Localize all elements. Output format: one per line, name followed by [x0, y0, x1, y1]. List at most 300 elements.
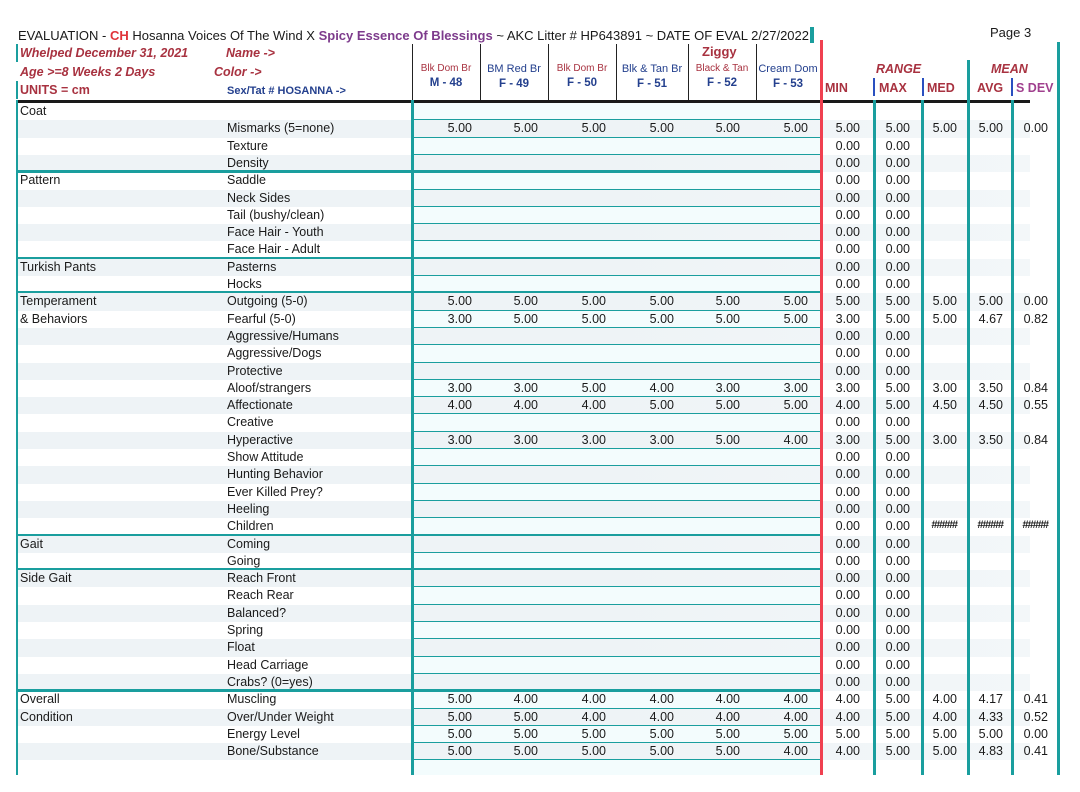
avg-cell: 4.50 — [978, 398, 1003, 413]
stat-col-line-3 — [967, 60, 970, 775]
score-cell[interactable]: 5.00 — [447, 726, 472, 741]
trait-label: Affectionate — [227, 398, 293, 413]
max-cell: 5.00 — [885, 744, 910, 759]
mean-header: MEAN — [991, 62, 1028, 76]
min-cell: 0.00 — [835, 519, 860, 534]
min-cell: 0.00 — [835, 225, 860, 240]
sdev-divider — [1011, 78, 1013, 96]
score-cell[interactable]: 5.00 — [715, 744, 740, 759]
evaluation-title — [18, 27, 814, 43]
avg-cell: 5.00 — [978, 121, 1003, 136]
trait-label: Hunting Behavior — [227, 467, 323, 482]
dog-header-divider — [756, 44, 757, 101]
dog-column-header — [688, 63, 756, 89]
trait-label: Pasterns — [227, 259, 277, 274]
max-cell: 0.00 — [885, 138, 910, 153]
table-row — [18, 190, 1030, 207]
score-cell[interactable]: 3.00 — [447, 380, 472, 395]
min-cell: 3.00 — [835, 311, 860, 326]
score-cell[interactable]: 5.00 — [581, 121, 606, 136]
stat-col-line-4 — [1011, 100, 1014, 775]
dog-header-divider — [412, 44, 413, 101]
score-cell[interactable]: 5.00 — [447, 294, 472, 309]
trait-label: Reach Rear — [227, 588, 294, 603]
sdev-cell: ##### — [1022, 519, 1048, 532]
row-gridline — [412, 759, 820, 760]
score-cell[interactable]: 5.00 — [715, 432, 740, 447]
min-cell: 0.00 — [835, 623, 860, 637]
score-cell[interactable]: 5.00 — [715, 121, 740, 136]
trait-label: Balanced? — [227, 605, 287, 620]
score-cell[interactable]: 3.00 — [581, 432, 606, 447]
max-cell: 0.00 — [885, 225, 910, 240]
age-label: Age >=8 Weeks 2 Days — [20, 65, 156, 79]
dog-name: Ziggy — [702, 44, 737, 59]
trait-label: Face Hair - Youth — [227, 225, 324, 240]
max-cell: 0.00 — [885, 363, 910, 378]
sdev-cell: 0.00 — [1023, 121, 1048, 136]
max-cell: 5.00 — [885, 380, 910, 395]
trait-label: Crabs? (0=yes) — [227, 674, 313, 689]
score-cell[interactable]: 5.00 — [715, 726, 740, 741]
dog-color: Blk Dom Br — [420, 63, 472, 74]
units-label: UNITS = cm — [20, 83, 90, 97]
trait-label: Ever Killed Prey? — [227, 484, 323, 499]
score-cell[interactable]: 4.00 — [513, 398, 538, 413]
max-cell: 0.00 — [885, 484, 910, 499]
avg-cell: 5.00 — [978, 726, 1003, 741]
trait-label: Texture — [227, 138, 268, 153]
score-cell[interactable]: 4.00 — [649, 380, 674, 395]
sdev-cell: 0.55 — [1023, 398, 1048, 413]
score-cell[interactable]: 3.00 — [715, 380, 740, 395]
left-accent-bar — [16, 44, 18, 62]
sdev-cell: 0.82 — [1023, 311, 1048, 326]
min-cell: 0.00 — [835, 207, 860, 222]
dog-color: Cream Dom — [758, 63, 818, 75]
score-cell[interactable]: 5.00 — [649, 311, 674, 326]
min-cell: 0.00 — [835, 259, 860, 274]
min-cell: 0.00 — [835, 588, 860, 603]
table-row — [18, 743, 1048, 760]
min-cell: 0.00 — [835, 605, 860, 620]
table-row — [18, 397, 1048, 414]
min-cell: 4.00 — [835, 744, 860, 759]
sdev-cell: 0.41 — [1023, 692, 1048, 707]
min-cell: 0.00 — [835, 674, 860, 689]
score-cell[interactable]: 5.00 — [783, 294, 808, 309]
score-cell[interactable]: 4.00 — [783, 692, 808, 707]
score-cell[interactable]: 5.00 — [649, 726, 674, 741]
min-cell: 0.00 — [835, 277, 860, 291]
color-label: Color -> — [214, 65, 262, 79]
table-row — [18, 328, 1030, 345]
min-cell: 0.00 — [835, 190, 860, 205]
med-cell: 3.00 — [932, 380, 957, 395]
dog-header-divider — [616, 44, 617, 101]
med-cell: ##### — [931, 519, 957, 532]
dog-sex-tattoo: F - 51 — [636, 78, 668, 90]
category-label: Temperament — [20, 294, 97, 309]
min-cell: 3.00 — [835, 380, 860, 395]
page-number: Page 3 — [990, 25, 1032, 40]
score-cell[interactable]: 4.00 — [715, 709, 740, 724]
med-cell: 4.00 — [932, 692, 957, 707]
score-cell[interactable]: 3.00 — [513, 432, 538, 447]
table-row — [18, 484, 1030, 501]
max-cell: 0.00 — [885, 190, 910, 205]
min-cell: 0.00 — [835, 536, 860, 551]
max-cell: 0.00 — [885, 328, 910, 343]
max-cell: 0.00 — [885, 605, 910, 620]
category-label: Turkish Pants — [20, 259, 96, 274]
table-row — [18, 138, 1030, 155]
score-cell[interactable]: 5.00 — [783, 311, 808, 326]
max-cell: 5.00 — [885, 692, 910, 707]
max-cell: 0.00 — [885, 259, 910, 274]
min-cell: 0.00 — [835, 138, 860, 153]
table-row — [18, 691, 1048, 708]
dog-sex-tattoo: F - 50 — [566, 77, 598, 89]
score-cell[interactable]: 5.00 — [783, 726, 808, 741]
max-cell: 0.00 — [885, 571, 910, 586]
max-cell: 5.00 — [885, 311, 910, 326]
score-cell[interactable]: 5.00 — [581, 380, 606, 395]
med-cell: 5.00 — [932, 726, 957, 741]
score-cell[interactable]: 5.00 — [649, 398, 674, 413]
score-cell[interactable]: 4.00 — [581, 692, 606, 707]
dog-sex-tattoo: F - 52 — [706, 77, 738, 89]
max-cell: 0.00 — [885, 346, 910, 361]
score-cell[interactable]: 4.00 — [783, 744, 808, 759]
max-cell: 0.00 — [885, 657, 910, 672]
max-cell: 0.00 — [885, 450, 910, 464]
max-header: MAX — [879, 81, 907, 95]
trait-label: Energy Level — [227, 726, 300, 741]
score-cell[interactable]: 5.00 — [447, 692, 472, 707]
table-row — [18, 536, 1030, 553]
sex-tat-label: Sex/Tat # HOSANNA -> — [227, 85, 346, 97]
score-cell[interactable]: 4.00 — [649, 692, 674, 707]
max-cell: 0.00 — [885, 155, 910, 170]
category-label: Condition — [20, 709, 73, 724]
table-row — [18, 570, 1030, 587]
dog-color: Black & Tan — [695, 63, 749, 74]
min-cell: 0.00 — [835, 363, 860, 378]
category-label: Gait — [20, 536, 43, 551]
max-cell: 0.00 — [885, 588, 910, 603]
sdev-cell: 0.00 — [1023, 294, 1048, 309]
table-row — [18, 311, 1048, 328]
trait-label: Going — [227, 553, 261, 568]
table-row — [18, 587, 1030, 604]
table-row — [18, 449, 1030, 466]
med-header: MED — [927, 81, 955, 95]
trait-label: Aloof/strangers — [227, 380, 312, 395]
trait-label: Hocks — [227, 277, 262, 291]
score-cell[interactable]: 5.00 — [649, 294, 674, 309]
score-cell[interactable]: 5.00 — [783, 121, 808, 136]
dog-column-header — [616, 63, 688, 90]
trait-label: Show Attitude — [227, 450, 304, 464]
trait-label: Mismarks (5=none) — [227, 121, 335, 136]
med-cell: 3.00 — [932, 432, 957, 447]
score-cell[interactable]: 4.00 — [649, 709, 674, 724]
max-cell: 5.00 — [885, 294, 910, 309]
score-cell[interactable]: 4.00 — [513, 692, 538, 707]
score-cell[interactable]: 5.00 — [715, 294, 740, 309]
med-cell: 5.00 — [932, 121, 957, 136]
min-cell: 4.00 — [835, 692, 860, 707]
title-sire: Hosanna Voices Of The Wind X — [128, 28, 319, 43]
dog-header-divider — [688, 44, 689, 101]
stat-col-line-2 — [921, 100, 924, 775]
trait-label: Face Hair - Adult — [227, 242, 321, 257]
min-cell: 5.00 — [835, 121, 860, 136]
trait-label: Muscling — [227, 692, 277, 707]
sdev-cell: 0.41 — [1023, 744, 1048, 759]
med-cell: 5.00 — [932, 311, 957, 326]
avg-cell: 3.50 — [978, 432, 1003, 447]
max-cell: 0.00 — [885, 277, 910, 291]
max-divider — [873, 78, 875, 96]
dog-column-header — [412, 63, 480, 89]
min-cell: 0.00 — [835, 415, 860, 430]
title-dam: Spicy Essence Of Blessings — [318, 28, 493, 43]
max-cell: 5.00 — [885, 398, 910, 413]
score-cell[interactable]: 5.00 — [581, 311, 606, 326]
dog-sex-tattoo: M - 48 — [429, 77, 463, 89]
score-cell[interactable]: 5.00 — [447, 709, 472, 724]
min-cell: 0.00 — [835, 640, 860, 655]
table-row — [18, 259, 1030, 276]
score-cell[interactable]: 5.00 — [783, 398, 808, 413]
score-cell[interactable]: 5.00 — [581, 744, 606, 759]
sdev-cell: 0.84 — [1023, 380, 1048, 395]
score-cell[interactable]: 5.00 — [513, 294, 538, 309]
trait-label: Heeling — [227, 501, 270, 516]
trait-label: Aggressive/Dogs — [227, 346, 322, 361]
score-cell[interactable]: 3.00 — [447, 432, 472, 447]
dog-header-divider — [480, 44, 481, 101]
trait-label: Outgoing (5-0) — [227, 294, 308, 309]
max-cell: 0.00 — [885, 674, 910, 689]
category-label: & Behaviors — [20, 311, 88, 326]
stat-col-line-5 — [1057, 42, 1060, 775]
table-row — [18, 120, 1048, 137]
trait-label: Tail (bushy/clean) — [227, 207, 325, 222]
sdev-cell: 0.52 — [1023, 709, 1048, 724]
min-cell: 0.00 — [835, 346, 860, 361]
max-cell: 0.00 — [885, 415, 910, 430]
score-cell[interactable]: 5.00 — [581, 294, 606, 309]
score-cell[interactable]: 5.00 — [581, 726, 606, 741]
category-label: Overall — [20, 692, 60, 707]
min-header: MIN — [825, 81, 848, 95]
max-cell: 0.00 — [885, 519, 910, 534]
med-cell: 5.00 — [932, 744, 957, 759]
table-row — [18, 103, 1030, 120]
min-cell: 4.00 — [835, 709, 860, 724]
trait-label: Children — [227, 519, 274, 534]
min-cell: 0.00 — [835, 242, 860, 257]
min-separator-red — [820, 40, 823, 775]
med-cell: 4.50 — [932, 398, 957, 413]
whelped-date: Whelped December 31, 2021 — [20, 46, 189, 60]
avg-cell: 4.33 — [978, 709, 1003, 724]
min-cell: 0.00 — [835, 571, 860, 586]
table-row — [18, 293, 1048, 310]
score-cell[interactable]: 5.00 — [447, 121, 472, 136]
max-cell: 0.00 — [885, 467, 910, 482]
min-cell: 0.00 — [835, 467, 860, 482]
trait-label: Coming — [227, 536, 271, 551]
med-cell: 5.00 — [932, 294, 957, 309]
min-cell: 0.00 — [835, 173, 860, 188]
score-cell[interactable]: 4.00 — [783, 709, 808, 724]
avg-cell: 4.83 — [978, 744, 1003, 759]
trait-label: Head Carriage — [227, 657, 309, 672]
scores-left-border — [411, 100, 414, 775]
trait-label: Creative — [227, 415, 274, 430]
med-divider — [922, 78, 924, 96]
max-cell: 5.00 — [885, 726, 910, 741]
score-cell[interactable]: 4.00 — [581, 398, 606, 413]
table-row — [18, 501, 1030, 518]
score-cell[interactable]: 5.00 — [513, 311, 538, 326]
name-label: Name -> — [226, 46, 275, 60]
category-label: Coat — [20, 104, 47, 118]
dog-color: Blk Dom Br — [556, 63, 608, 74]
max-cell: 0.00 — [885, 207, 910, 222]
avg-cell: ##### — [977, 519, 1003, 532]
category-label: Pattern — [20, 173, 61, 188]
score-cell[interactable]: 3.00 — [783, 380, 808, 395]
dog-header-divider — [548, 44, 549, 101]
table-row — [18, 709, 1048, 726]
table-row — [18, 380, 1048, 397]
score-cell[interactable]: 4.00 — [581, 709, 606, 724]
table-row — [18, 432, 1048, 449]
dog-color: Blk & Tan Br — [621, 63, 683, 75]
table-row — [18, 345, 1030, 362]
dog-color: BM Red Br — [487, 63, 541, 75]
max-cell: 5.00 — [885, 709, 910, 724]
table-row — [18, 363, 1030, 380]
dog-column-header — [756, 63, 820, 90]
score-cell[interactable]: 5.00 — [447, 744, 472, 759]
max-cell: 5.00 — [885, 432, 910, 447]
score-cell[interactable]: 5.00 — [715, 398, 740, 413]
min-cell: 0.00 — [835, 657, 860, 672]
title-ch: CH — [109, 28, 129, 43]
score-cell[interactable]: 3.00 — [649, 432, 674, 447]
table-row — [18, 414, 1030, 431]
trait-label: Over/Under Weight — [227, 709, 334, 724]
min-cell: 0.00 — [835, 553, 860, 568]
table-row — [18, 657, 1030, 674]
trait-label: Float — [227, 640, 255, 655]
trait-label: Fearful (5-0) — [227, 311, 296, 326]
min-cell: 5.00 — [835, 726, 860, 741]
range-header: RANGE — [876, 62, 922, 76]
table-left-border — [16, 100, 18, 775]
max-cell: 0.00 — [885, 242, 910, 257]
dog-sex-tattoo: F - 53 — [772, 78, 804, 90]
score-cell[interactable]: 5.00 — [715, 311, 740, 326]
score-cell[interactable]: 3.00 — [447, 311, 472, 326]
score-cell[interactable]: 4.00 — [783, 432, 808, 447]
trait-label: Bone/Substance — [227, 744, 319, 759]
min-cell: 4.00 — [835, 398, 860, 413]
trait-label: Neck Sides — [227, 190, 291, 205]
min-cell: 0.00 — [835, 450, 860, 464]
score-cell[interactable]: 5.00 — [649, 744, 674, 759]
table-row — [18, 224, 1030, 241]
score-cell[interactable]: 5.00 — [513, 744, 538, 759]
stat-col-line-1 — [873, 100, 876, 775]
score-cell[interactable]: 5.00 — [649, 121, 674, 136]
min-cell: 0.00 — [835, 328, 860, 343]
table-row — [18, 622, 1030, 639]
avg-cell: 4.67 — [978, 311, 1003, 326]
title-litter-date: ~ AKC Litter # HP643891 ~ DATE OF EVAL 2/27/2022 — [492, 28, 809, 43]
trait-label: Saddle — [227, 173, 266, 188]
category-label: Side Gait — [20, 571, 72, 586]
score-cell[interactable]: 4.00 — [447, 398, 472, 413]
max-cell: 0.00 — [885, 553, 910, 568]
table-row — [18, 207, 1030, 224]
dog-sex-tattoo: F - 49 — [498, 78, 530, 90]
avg-cell: 4.17 — [978, 692, 1003, 707]
score-cell[interactable]: 5.00 — [513, 709, 538, 724]
avg-cell: 3.50 — [978, 380, 1003, 395]
max-cell: 0.00 — [885, 536, 910, 551]
left-accent-bar-2 — [16, 81, 18, 99]
trait-label: Aggressive/Humans — [227, 328, 339, 343]
min-cell: 0.00 — [835, 501, 860, 516]
dog-column-header — [548, 63, 616, 89]
trait-label: Density — [227, 155, 269, 170]
max-cell: 0.00 — [885, 640, 910, 655]
trait-label: Hyperactive — [227, 432, 293, 447]
table-row — [18, 605, 1030, 622]
table-row — [18, 639, 1030, 656]
min-cell: 3.00 — [835, 432, 860, 447]
score-cell[interactable]: 3.00 — [513, 380, 538, 395]
score-cell[interactable]: 5.00 — [513, 121, 538, 136]
avg-header: AVG — [977, 81, 1004, 95]
dog-column-header — [480, 63, 548, 90]
max-cell: 5.00 — [885, 121, 910, 136]
title-marker — [810, 27, 814, 43]
sdev-cell: 0.84 — [1023, 432, 1048, 447]
trait-label: Reach Front — [227, 571, 296, 586]
med-cell: 4.00 — [932, 709, 957, 724]
sdev-cell: 0.00 — [1023, 726, 1048, 741]
score-cell[interactable]: 5.00 — [513, 726, 538, 741]
table-row — [18, 172, 1030, 189]
trait-label: Spring — [227, 623, 264, 637]
max-cell: 0.00 — [885, 501, 910, 516]
min-cell: 0.00 — [835, 155, 860, 170]
score-cell[interactable]: 4.00 — [715, 692, 740, 707]
trait-label: Protective — [227, 363, 283, 378]
table-row — [18, 726, 1048, 743]
min-cell: 5.00 — [835, 294, 860, 309]
table-row — [18, 466, 1030, 483]
min-cell: 0.00 — [835, 484, 860, 499]
